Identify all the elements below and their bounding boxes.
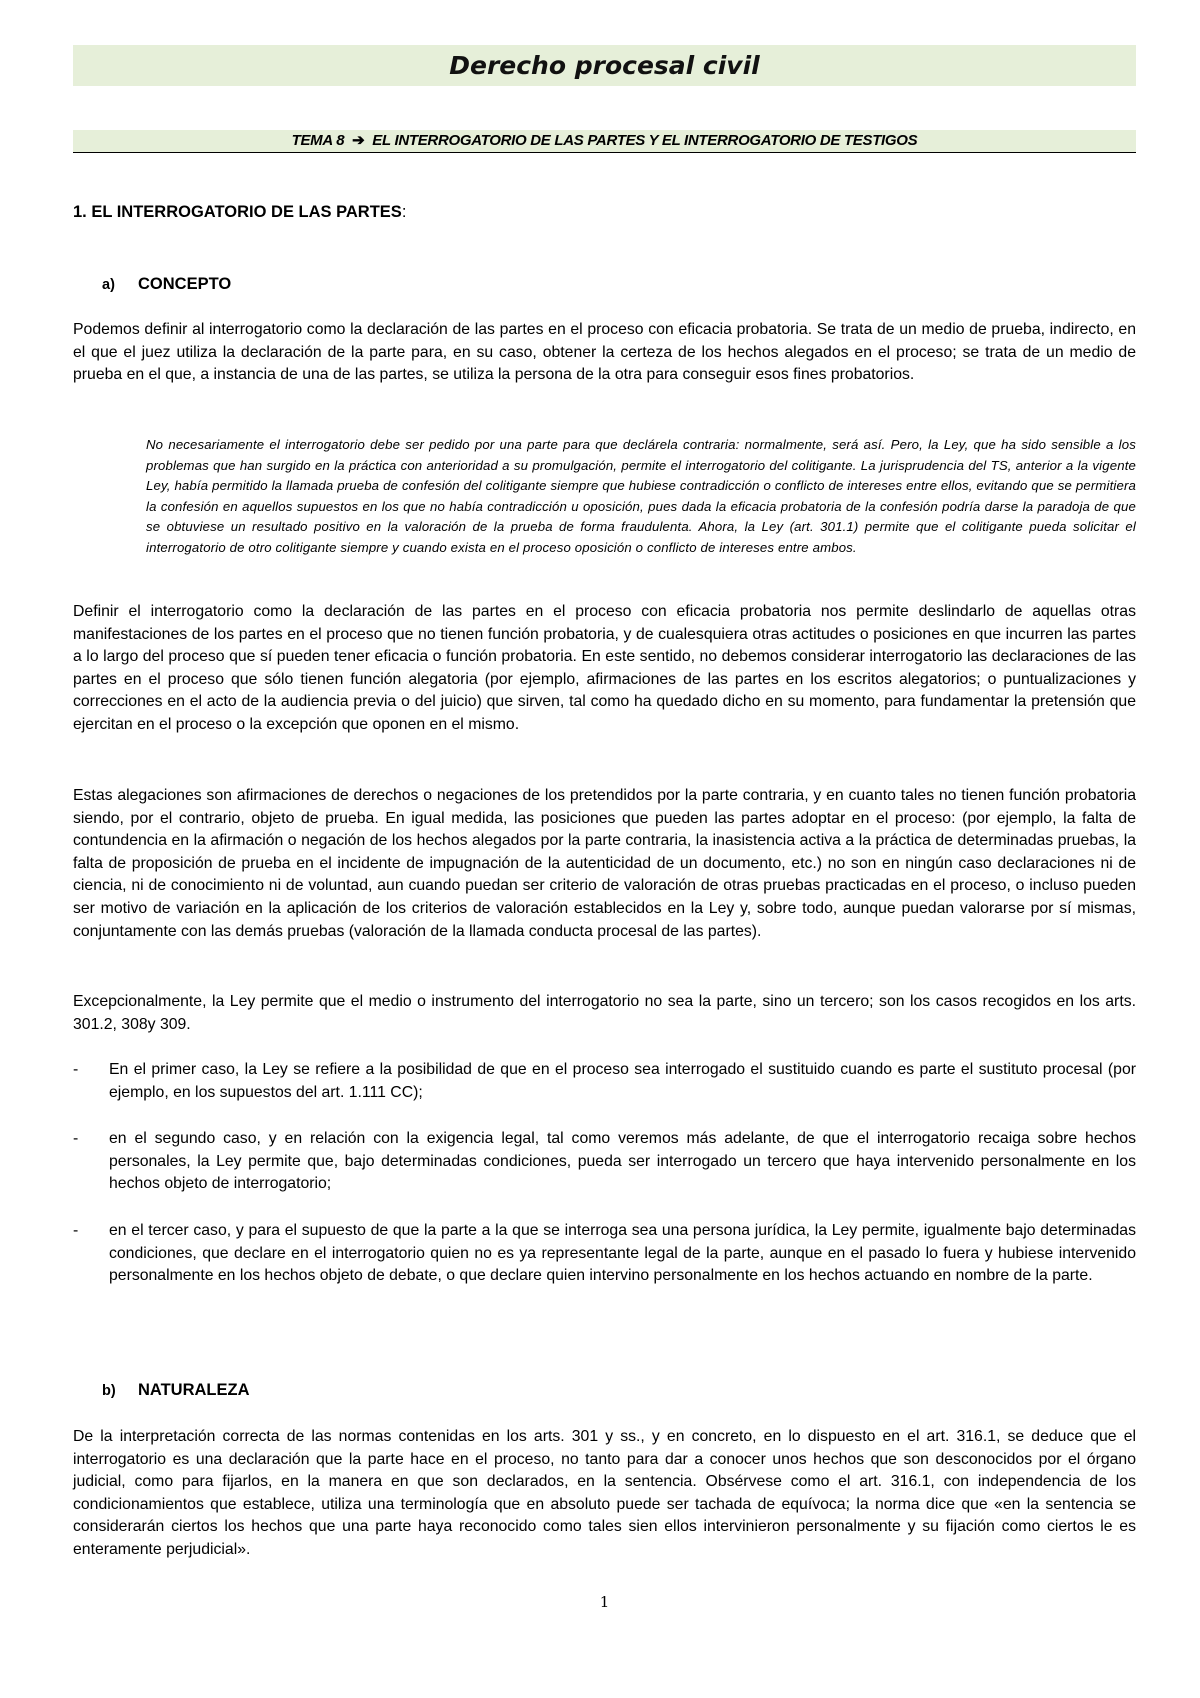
list-item-text: en el segundo caso, y en relación con la exigencia legal, tal como veremos más adelante, de que el interrogatorio recaiga sobre hechos personales, la Ley permite que, bajo determinadas condiciones, pueda ser interrogado un tercero que haya intervenido personalmente en los hechos objeto de interrogatorio; [109,1130,1136,1193]
paragraph-naturaleza-1: De la interpretación correcta de las normas contenidas en los arts. 301 y ss., y en concreto, en lo dispuesto en el art. 316.1, se deduce que el interrogatorio es una declaración que la parte hace en el proceso, no tanto para dar a conocer unos hechos que son desconocidos por el órgano judicial, como para fijarlos, en la manera en que son declarados, en la sentencia. Obsérvese como el art. 316.1, con independencia de los condicionamientos que establece, utiliza una terminología que en absoluto puede ser tachada de equívoca; la norma dice que «en la sentencia se considerarán ciertos los hechos que una parte haya reconocido como tales sien ellos intervinieron personalmente y su fijación como ciertos le es enteramente perjudicial». [73,1428,1136,1558]
tema-label: TEMA 8 [291,132,345,149]
subsection-letter: a) [102,277,115,293]
list-item-text: en el tercer caso, y para el supuesto de que la parte a la que se interroga sea una persona jurídica, la Ley permite, igualmente bajo determinadas condiciones, que declare en el interrogatorio quien no es ya representante legal de la parte, aunque en el pasado lo fuera y hubiese intervenido personalmente en los hechos objeto de debate, o que declare quien intervino personalmente en los hechos actuando en nombre de la parte. [109,1222,1136,1285]
paragraph-concepto-2: Definir el interrogatorio como la declaración de las partes en el proceso con eficacia probatoria nos permite deslindarlo de aquellas otras manifestaciones de los partes en el proceso que no tienen función probatoria, y de cualesquiera otras actitudes o posiciones en que incurren las partes a lo largo del proceso que sí pueden tener eficacia o función probatoria. En este sentido, no debemos considerar interrogatorio las declaraciones de las partes en el proceso que sólo tienen función alegatoria (por ejemplo, afirmaciones de las partes en los escritos alegatorios; o puntualizaciones y correcciones en el acto de la audiencia previa o del juicio) que sirven, tal como ha quedado dicho en su momento, para fundamentar la pretensión que ejercitan en el proceso o la excepción que oponen en el mismo. [73,603,1136,733]
bullet-dash: - [73,1222,79,1239]
section-heading-colon: : [401,203,407,221]
paragraph-concepto-1: Podemos definir al interrogatorio como la declaración de las partes en el proceso con eficacia probatoria. Se trata de un medio de prueba, indirecto, en el que el juez utiliza la declaración de la parte para, en su caso, obtener la certeza de los hechos alegados en el proceso; se trata de un medio de prueba en el que, a instancia de una de las partes, se utiliza la persona de la otra para conseguir esos fines probatorios. [73,321,1136,384]
tema-title: EL INTERROGATORIO DE LAS PARTES Y EL INTERROGATORIO DE TESTIGOS [372,132,918,149]
paragraph-concepto-3: Estas alegaciones son afirmaciones de derechos o negaciones de los pretendidos por la parte contraria, y en cuanto tales no tienen función probatoria siendo, por el contrario, objeto de prueba. En igual medida, las posiciones que pueden las partes adoptar en el proceso: (por ejemplo, la falta de contundencia en la afirmación o negación de los hechos alegados por la parte contraria, la inasistencia activa a la práctica de determinadas pruebas, la falta de proposición de prueba en el incidente de impugnación de la autenticidad de un documento, etc.) no son en ningún caso declaraciones ni de ciencia, ni de conocimiento ni de voluntad, aun cuando puedan ser criterio de valoración de otras pruebas practicadas en el proceso, o incluso pueden ser motivo de variación en la aplicación de los criterios de valoración establecidos en la Ley y, sobre todo, aunque puedan valorarse por sí mismas, conjuntamente con las demás pruebas (valoración de la llamada conducta procesal de las partes). [73,787,1136,940]
tema-heading [73,130,1136,153]
section-heading-text: 1. EL INTERROGATORIO DE LAS PARTES [73,203,402,221]
subsection-heading-naturaleza [102,1381,250,1400]
subsection-title: CONCEPTO [138,275,232,293]
subsection-title: NATURALEZA [138,1381,250,1399]
page-number: 1 [599,1593,610,1611]
arrow-right-icon: ➔ [352,132,365,149]
list-item [73,1220,1136,1288]
subsection-letter: b) [102,1383,116,1399]
section-heading-1 [73,203,406,222]
list-item [73,1059,1136,1104]
quote-block: No necesariamente el interrogatorio debe ser pedido por una parte para que declárela contraria: normalmente, será así. Pero, la Ley, que ha sido sensible a los problemas que han surgido en la práctica con anterioridad a su promulgación, permite el interrogatorio del colitigante. La jurisprudencia del TS, anterior a la vigente Ley, había permitido la llamada prueba de confesión del colitigante siempre que hubiese contradicción o conflicto de intereses entre ellos, evitando que se permitiera la confesión en aquellos supuestos en los que no había contradicción u oposición, pues dada la eficacia probatoria de la confesión podría darse la paradoja de que se obtuviese un resultado positivo en la valoración de la prueba de forma fraudulenta. Ahora, la Ley (art. 301.1) permite que el colitigante pueda solicitar el interrogatorio de otro colitigante siempre y cuando exista en el proceso oposición o conflicto de intereses entre ambos. [146,437,1136,555]
list-item [73,1128,1136,1196]
subsection-heading-concepto [102,275,231,294]
document-title: Derecho procesal civil [73,45,1136,86]
list-item-text: En el primer caso, la Ley se refiere a la posibilidad de que en el proceso sea interrogado el sustituido cuando es parte el sustituto procesal (por ejemplo, en los supuestos del art. 1.111 CC); [109,1061,1136,1101]
bullet-dash: - [73,1130,79,1147]
paragraph-concepto-4: Excepcionalmente, la Ley permite que el medio o instrumento del interrogatorio no sea la parte, sino un tercero; son los casos recogidos en los arts. 301.2, 308y 309. [73,993,1136,1033]
bullet-dash: - [73,1061,79,1078]
